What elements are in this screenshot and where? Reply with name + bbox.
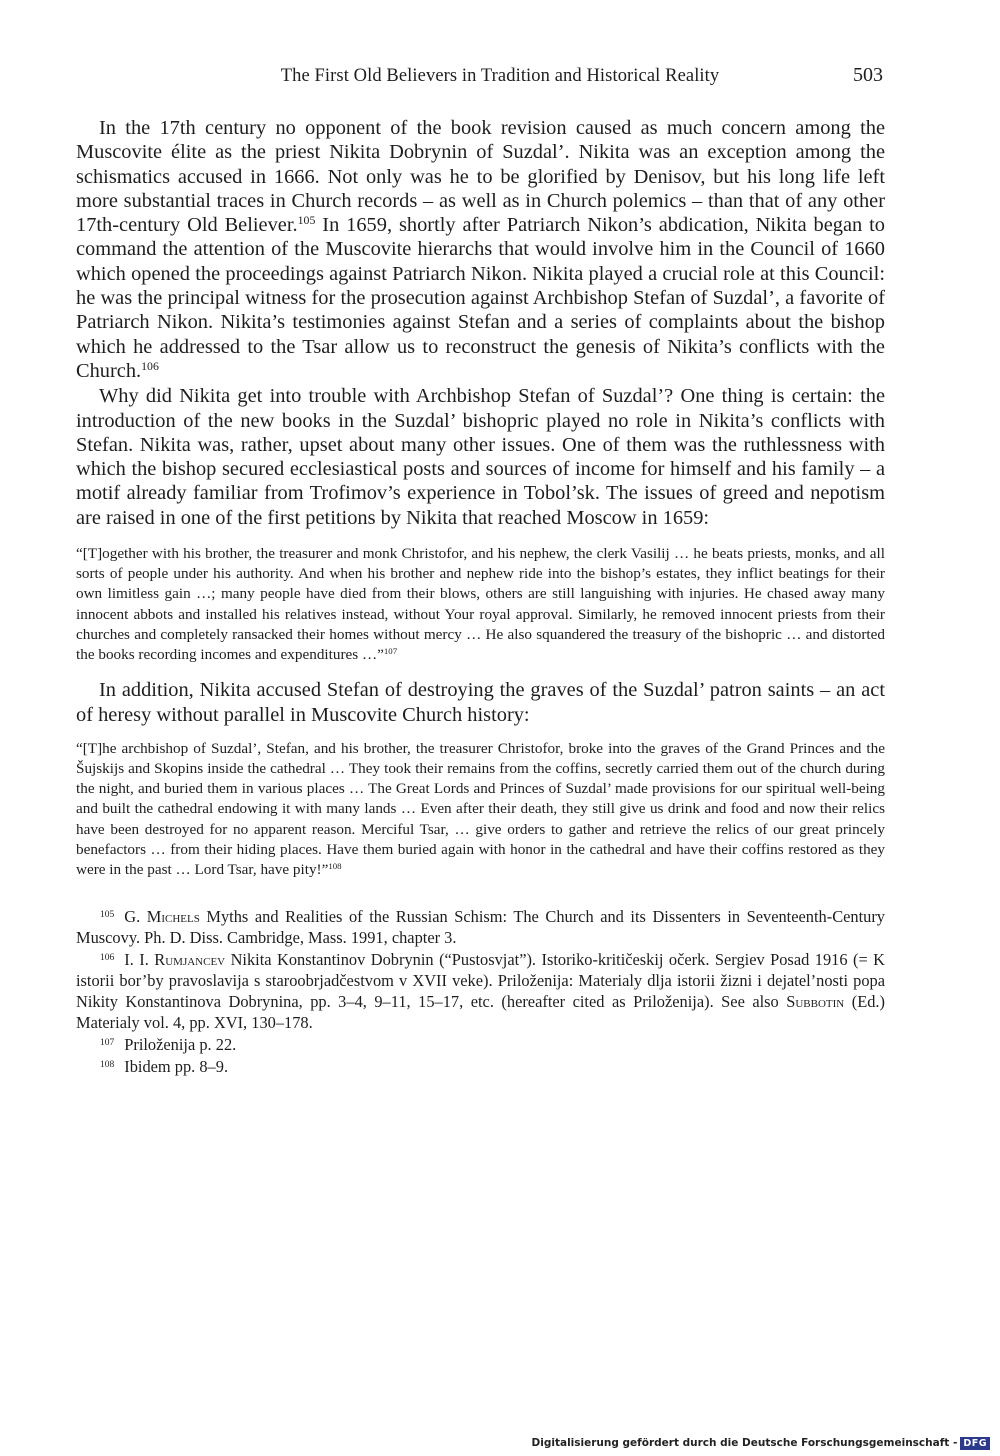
footnote-ref-106: 106 xyxy=(141,358,159,373)
footnote-author: I. I. Rumjancev xyxy=(124,950,226,970)
footnote-text: Nikita Konstantinov Dobrynin (“Pustosvjat”). Istoriko-kritičeskij očerk. Sergiev Posad 1916 (= K istorii bor’by pravoslavija s staroobrjadčestvom v XVII veke). Priloženija: Materialy dlja istorii žizni i dejatel’nosti popa Nikity Konstantinova Dobrynina, pp. 3–4, 9–11, 15–17, etc. (hereafter cited as Priloženija). See also xyxy=(76,950,885,1012)
footnote-108 xyxy=(76,1056,885,1077)
dfg-logo-icon: DFG xyxy=(960,1437,990,1450)
block-quote-2 xyxy=(76,739,885,880)
footnote-author: G. Michels xyxy=(124,907,200,927)
block-quote-1-text: “[T]ogether with his brother, the treasurer and monk Christofor, and his nephew, the clerk Vasilij … he beats priests, monks, and all sorts of people under his authority. And when his brother and nephew ride into the bishop’s estates, they inflict beatings for their own limitless gain …; many people have died from their blows, others are still languishing with injuries. He chased away many innocent abbots and installed his relatives instead, without Your royal approval. Similarly, he removed innocent priests from their churches and completely ransacked their homes without mercy … He also squandered the treasury of the bishopric … and distorted the books recording incomes and expenditures …” xyxy=(76,545,885,664)
footnote-text: Ibidem pp. 8–9. xyxy=(124,1057,229,1077)
main-text xyxy=(76,116,885,1078)
running-header xyxy=(0,64,1000,94)
footnote-106 xyxy=(76,949,885,1033)
footnote-number: 105 xyxy=(100,909,115,920)
footnote-105 xyxy=(76,906,885,948)
digitization-note-text: Digitalisierung gefördert durch die Deutsche Forschungsgemeinschaft - xyxy=(531,1437,958,1449)
block-quote-2-text: “[T]he archbishop of Suzdal’, Stefan, and his brother, the treasurer Christofor, broke into the graves of the Grand Princes and the Šujskijs and Skopins inside the cathedral … They took their remains from the coffins, secretly carried them out of the church during the night, and buried them in various places … The Great Lords and Princes of Suzdal’ made provisions for our spiritual well-being and built the cathedral endowing it with many lands … Even after their death, they still give us drink and food and now their relics have been destroyed for no apparent reason. Merciful Tsar, … give orders to gather and retrieve the relics of our great princely benefactors … from their hiding places. Have them buried again with honor in the cathedral and have their coffins restored as they were in the past … Lord Tsar, have pity!” xyxy=(76,739,885,879)
paragraph-1-text-a: In the 17th century no opponent of the book revision caused as much concern among the Muscovite élite as the priest Nikita Dobrynin of Suzdal’. Nikita was an exception among the schismatics accused in 1666. Not only was he to be glorified by Denisov, but his long life left more substantial traces in Church records – as well as in Church polemics – than that of any other 17th-century Old Believer. xyxy=(76,117,885,237)
block-quote-1 xyxy=(76,544,885,665)
paragraph-3: In addition, Nikita accused Stefan of destroying the graves of the Suzdal’ patron saints – an act of heresy without parallel in Muscovite Church history: xyxy=(76,679,885,726)
footnote-author-2: Subbotin xyxy=(786,992,845,1012)
footnote-number: 107 xyxy=(100,1037,115,1048)
footnote-number: 106 xyxy=(100,952,115,963)
footnote-number: 108 xyxy=(100,1059,115,1070)
running-title: The First Old Believers in Tradition and Historical Reality xyxy=(280,66,720,86)
footnote-ref-108: 108 xyxy=(328,860,342,871)
page-number: 503 xyxy=(853,64,883,86)
digitization-note xyxy=(532,1436,990,1450)
paragraph-2: Why did Nikita get into trouble with Archbishop Stefan of Suzdal’? One thing is certain: the introduction of the new books in the Suzdal’ bishopric played no role in Nikita’s conflicts with Stefan. Nikita was, rather, upset about many other issues. One of them was the ruthlessness with which the bishop secured ecclesiastical posts and sources of income for himself and his family – a motif already familiar from Trofimov’s experience in Tobol’sk. The issues of greed and nepotism are raised in one of the first petitions by Nikita that reached Moscow in 1659: xyxy=(76,385,885,529)
footnote-text-2: (Ed.) Materialy vol. 4, pp. XVI, 130–178. xyxy=(76,992,885,1033)
paragraph-1 xyxy=(76,116,885,383)
footnote-ref-107: 107 xyxy=(383,645,398,656)
footnote-text: Myths and Realities of the Russian Schism: The Church and its Dissenters in Seventeenth-Century Muscovy. Ph. D. Diss. Cambridge, Mass. 1991, chapter 3. xyxy=(76,907,885,948)
footnotes xyxy=(76,906,885,1077)
footnote-ref-105: 105 xyxy=(297,213,316,228)
footnote-text: Priloženija p. 22. xyxy=(124,1035,237,1055)
paragraph-1-text-b: In 1659, shortly after Patriarch Nikon’s abdication, Nikita began to command the attention of the Muscovite hierarchs that would involve him in the Council of 1660 which opened the proceedings against Patriarch Nikon. Nikita played a crucial role at this Council: he was the principal witness for the prosecution against Archbishop Stefan of Suzdal’, a favorite of Patriarch Nikon. Nikita’s testimonies against Stefan and a series of complaints about the bishop which he addressed to the Tsar allow us to reconstruct the genesis of Nikita’s conflicts with the Church. xyxy=(76,214,885,382)
footnote-107 xyxy=(76,1034,885,1055)
